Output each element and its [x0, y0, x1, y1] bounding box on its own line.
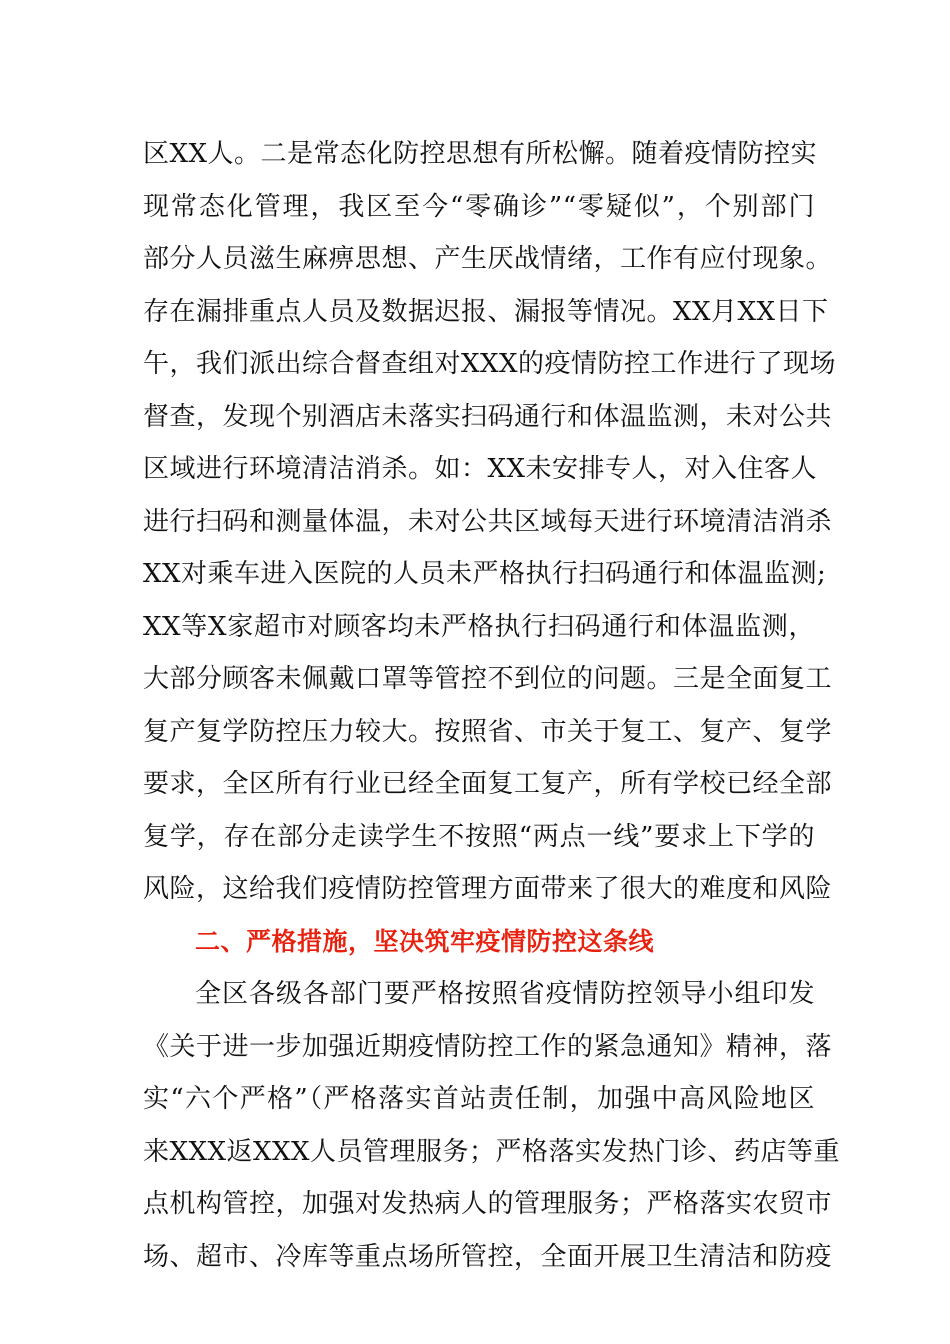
document-body	[143, 128, 841, 1283]
section-heading: 二、严格措施，坚决筑牢疫情防控这条线	[195, 926, 655, 956]
body-line: 督查，发现个别酒店未落实扫码通行和体温监测，未对公共	[143, 401, 833, 432]
body-line: 现常态化管理，我区至今“零确诊”“零疑似”，个别部门	[143, 191, 815, 222]
body-line: XX对乘车进入医院的人员未严格执行扫码通行和体温监测;	[143, 559, 827, 589]
body-line: 区域进行环境清洁消杀。如：XX未安排专人，对入住客人	[143, 454, 818, 484]
body-line: 进行扫码和测量体温，未对公共区域每天进行环境清洁消杀	[143, 506, 833, 537]
body-line: 场、超市、冷库等重点场所管控，全面开展卫生清洁和防疫	[143, 1241, 833, 1272]
body-line: XX等X家超市对顾客均未严格执行扫码通行和体温监测，	[143, 611, 815, 642]
body-line: 点机构管控，加强对发热病人的管理服务；严格落实农贸市	[143, 1189, 833, 1219]
body-line: 区XX人。二是常态化防控思想有所松懈。随着疫情防控实	[143, 139, 818, 169]
body-line: 要求，全区所有行业已经全面复工复产，所有学校已经全部	[143, 769, 833, 799]
body-line: 大部分顾客未佩戴口罩等管控不到位的问题。三是全面复工	[143, 664, 833, 694]
body-line: 午，我们派出综合督查组对XXX的疫情防控工作进行了现场	[143, 349, 837, 379]
body-line: 部分人员滋生麻痹思想、产生厌战情绪，工作有应付现象。	[143, 244, 833, 274]
body-line: 《关于进一步加强近期疫情防控工作的紧急通知》精神，落	[143, 1031, 833, 1062]
body-line: 实“六个严格”（严格落实首站责任制，加强中高风险地区	[143, 1084, 815, 1114]
body-line: 风险，这给我们疫情防控管理方面带来了很大的难度和风险	[143, 874, 833, 904]
body-line: 全区各级各部门要严格按照省疫情防控领导小组印发	[195, 979, 815, 1009]
body-line: 来XXX返XXX人员管理服务；严格落实发热门诊、药店等重	[143, 1136, 841, 1167]
body-line: 复产复学防控压力较大。按照省、市关于复工、复产、复学	[143, 716, 833, 747]
body-line: 存在漏排重点人员及数据迟报、漏报等情况。XX月XX日下	[143, 296, 829, 327]
body-line: 复学，存在部分走读学生不按照“两点一线”要求上下学的	[143, 821, 815, 852]
